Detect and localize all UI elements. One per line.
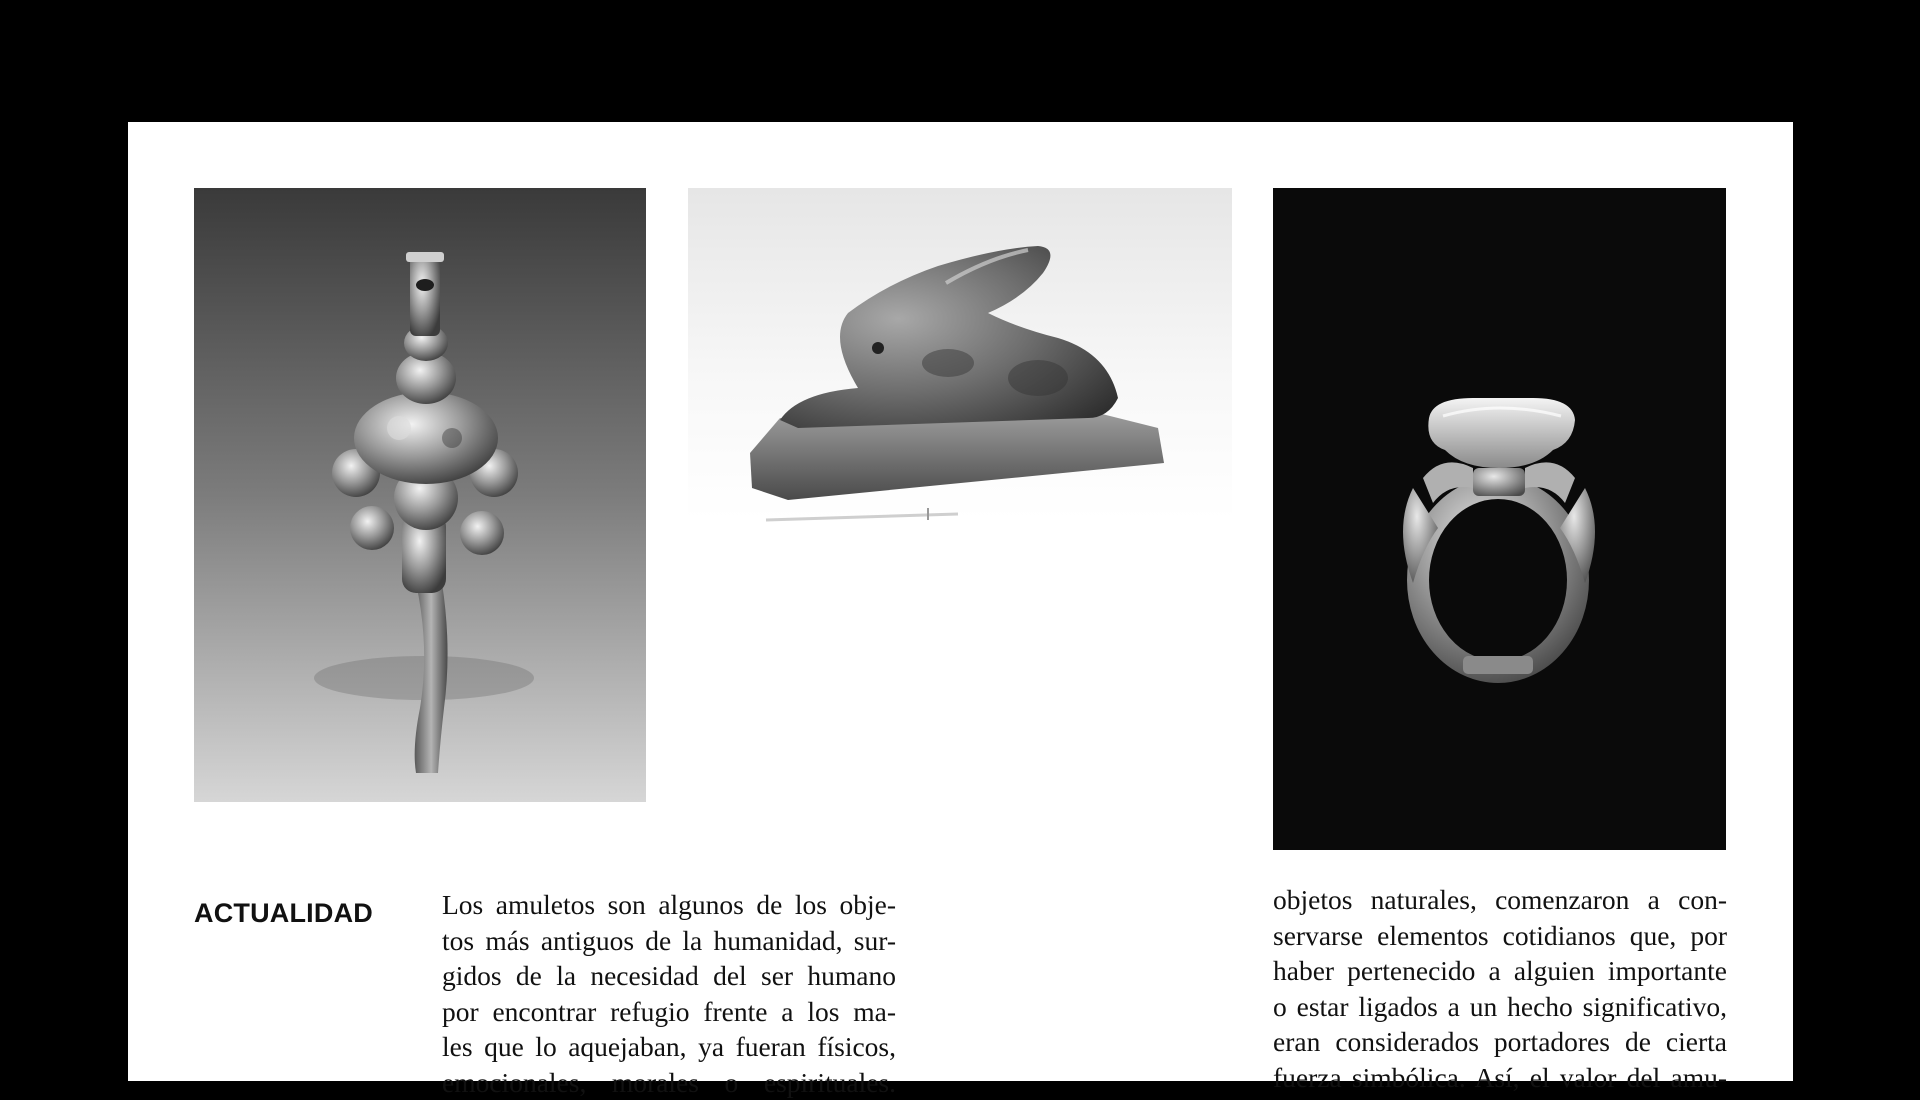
hare-amulet-photo	[688, 188, 1232, 520]
body-text-right-column	[1273, 882, 1727, 1095]
document-page	[128, 122, 1793, 1081]
body-text-line: o estar ligados a un hecho significativo,	[1273, 989, 1727, 1025]
ring-photo	[1273, 188, 1726, 850]
body-text-line: Los amuletos son algunos de los obje-	[442, 887, 896, 923]
section-heading: ACTUALIDAD	[194, 898, 373, 929]
body-text-line: fuerza simbólica. Así, el valor del amu-	[1273, 1060, 1727, 1096]
body-text-line: emocionales, morales o espirituales.	[442, 1065, 896, 1100]
body-text-line: gidos de la necesidad del ser humano	[442, 958, 896, 994]
body-text-line: servarse elementos cotidianos que, por	[1273, 918, 1727, 954]
body-text-line: tos más antiguos de la humanidad, sur-	[442, 923, 896, 959]
body-text-line: eran considerados portadores de cierta	[1273, 1024, 1727, 1060]
body-text-line: haber pertenecido a alguien importante	[1273, 953, 1727, 989]
body-text-left-column	[442, 887, 896, 1100]
body-text-line: por encontrar refugio frente a los ma-	[442, 994, 896, 1030]
rattle-photo	[194, 188, 646, 802]
body-text-line: objetos naturales, comenzaron a con-	[1273, 882, 1727, 918]
body-text-line: les que lo aquejaban, ya fueran físicos,	[442, 1029, 896, 1065]
